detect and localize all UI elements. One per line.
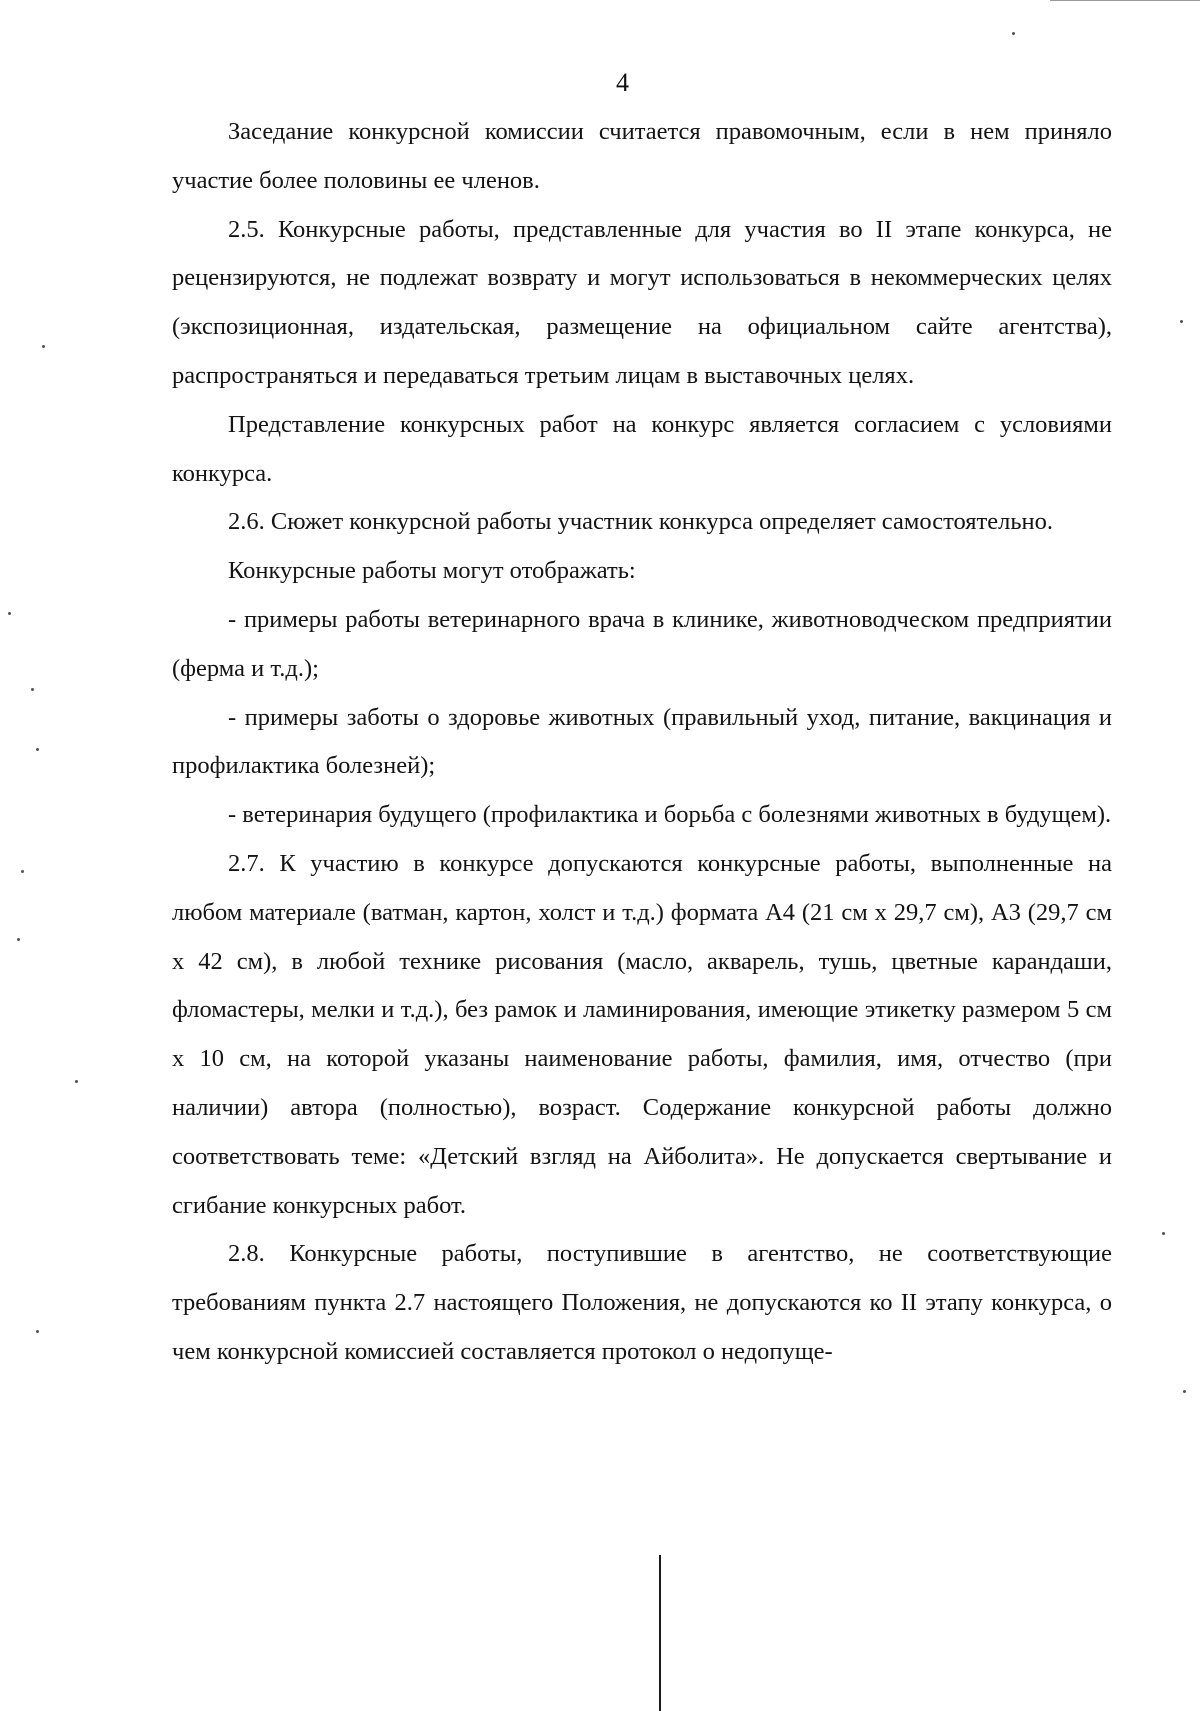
scan-edge-line [1050,0,1200,1]
paragraph-2-5: 2.5. Конкурсные работы, представленные для участия во II этапе конкурса, не рецензируются, не подлежат возврату и могут использоваться в некоммерческих целях (экспозиционная, издательская, размещение на официальном сайте агентства), распространяться и передаваться третьим лицам в выставочных целях. [172,215,1112,389]
scan-fold-line [659,1555,661,1711]
scan-speck [36,1330,39,1333]
scan-speck [21,870,24,873]
paragraph-2-8: 2.8. Конкурсные работы, поступившие в агентство, не соответствующие требованиям пункта 2.7 настоящего Положения, не допускаются ко II этапу конкурса, о чем конкурсной комиссией составляется протокол о недопуще- [172,1240,1112,1365]
paragraph-quorum: Заседание конкурсной комиссии считается правомочным, если в нем приняло участие более половины ее членов. [172,118,1112,194]
scan-speck [75,1080,78,1083]
paragraph-topics-intro: Конкурсные работы могут отображать: [228,557,636,585]
scan-speck [1012,32,1015,35]
scan-speck [36,748,39,751]
paragraph-2-7: 2.7. К участию в конкурсе допускаются конкурсные работы, выполненные на любом материале (ватман, картон, холст и т.д.) формата А4 (21 см х 29,7 см), А3 (29,7 см х 42 см), в любой технике рисования (масло, акварель, тушь, цветные карандаши, фломастеры, мелки и т.д.), без рамок и ламинирования, имеющие этикетку размером 5 см х 10 см, на которой указаны наименование работы, фамилия, имя, отчество (при наличии) автора (полностью), возраст. Содержание конкурсной работы должно соответствовать теме: «Детский взгляд на Айболита». Не допускается свертывание и сгибание конкурсных работ. [172,849,1112,1219]
scan-speck [31,688,34,691]
document-body [172,108,1112,1377]
scan-speck [1180,320,1183,323]
paragraph-2-6: 2.6. Сюжет конкурсной работы участник конкурса определяет самостоятельно. [228,508,1053,536]
list-item-vet-work: - примеры работы ветеринарного врача в клинике, животноводческом предприятии (ферма и т.д.); [172,605,1112,682]
scan-speck [42,345,45,348]
list-item-future-vet: - ветеринария будущего (профилактика и борьба с болезнями животных в будущем). [228,801,1112,829]
page-number: 4 [616,68,629,97]
scan-speck [8,612,11,615]
list-item-animal-care: - примеры заботы о здоровье животных (правильный уход, питание, вакцинация и профилактика болезней); [172,703,1112,780]
paragraph-consent: Представление конкурсных работ на конкурс является согласием с условиями конкурса. [172,410,1112,487]
scan-speck [1183,1390,1186,1393]
scan-speck [1162,1232,1165,1235]
scan-speck [17,938,20,941]
